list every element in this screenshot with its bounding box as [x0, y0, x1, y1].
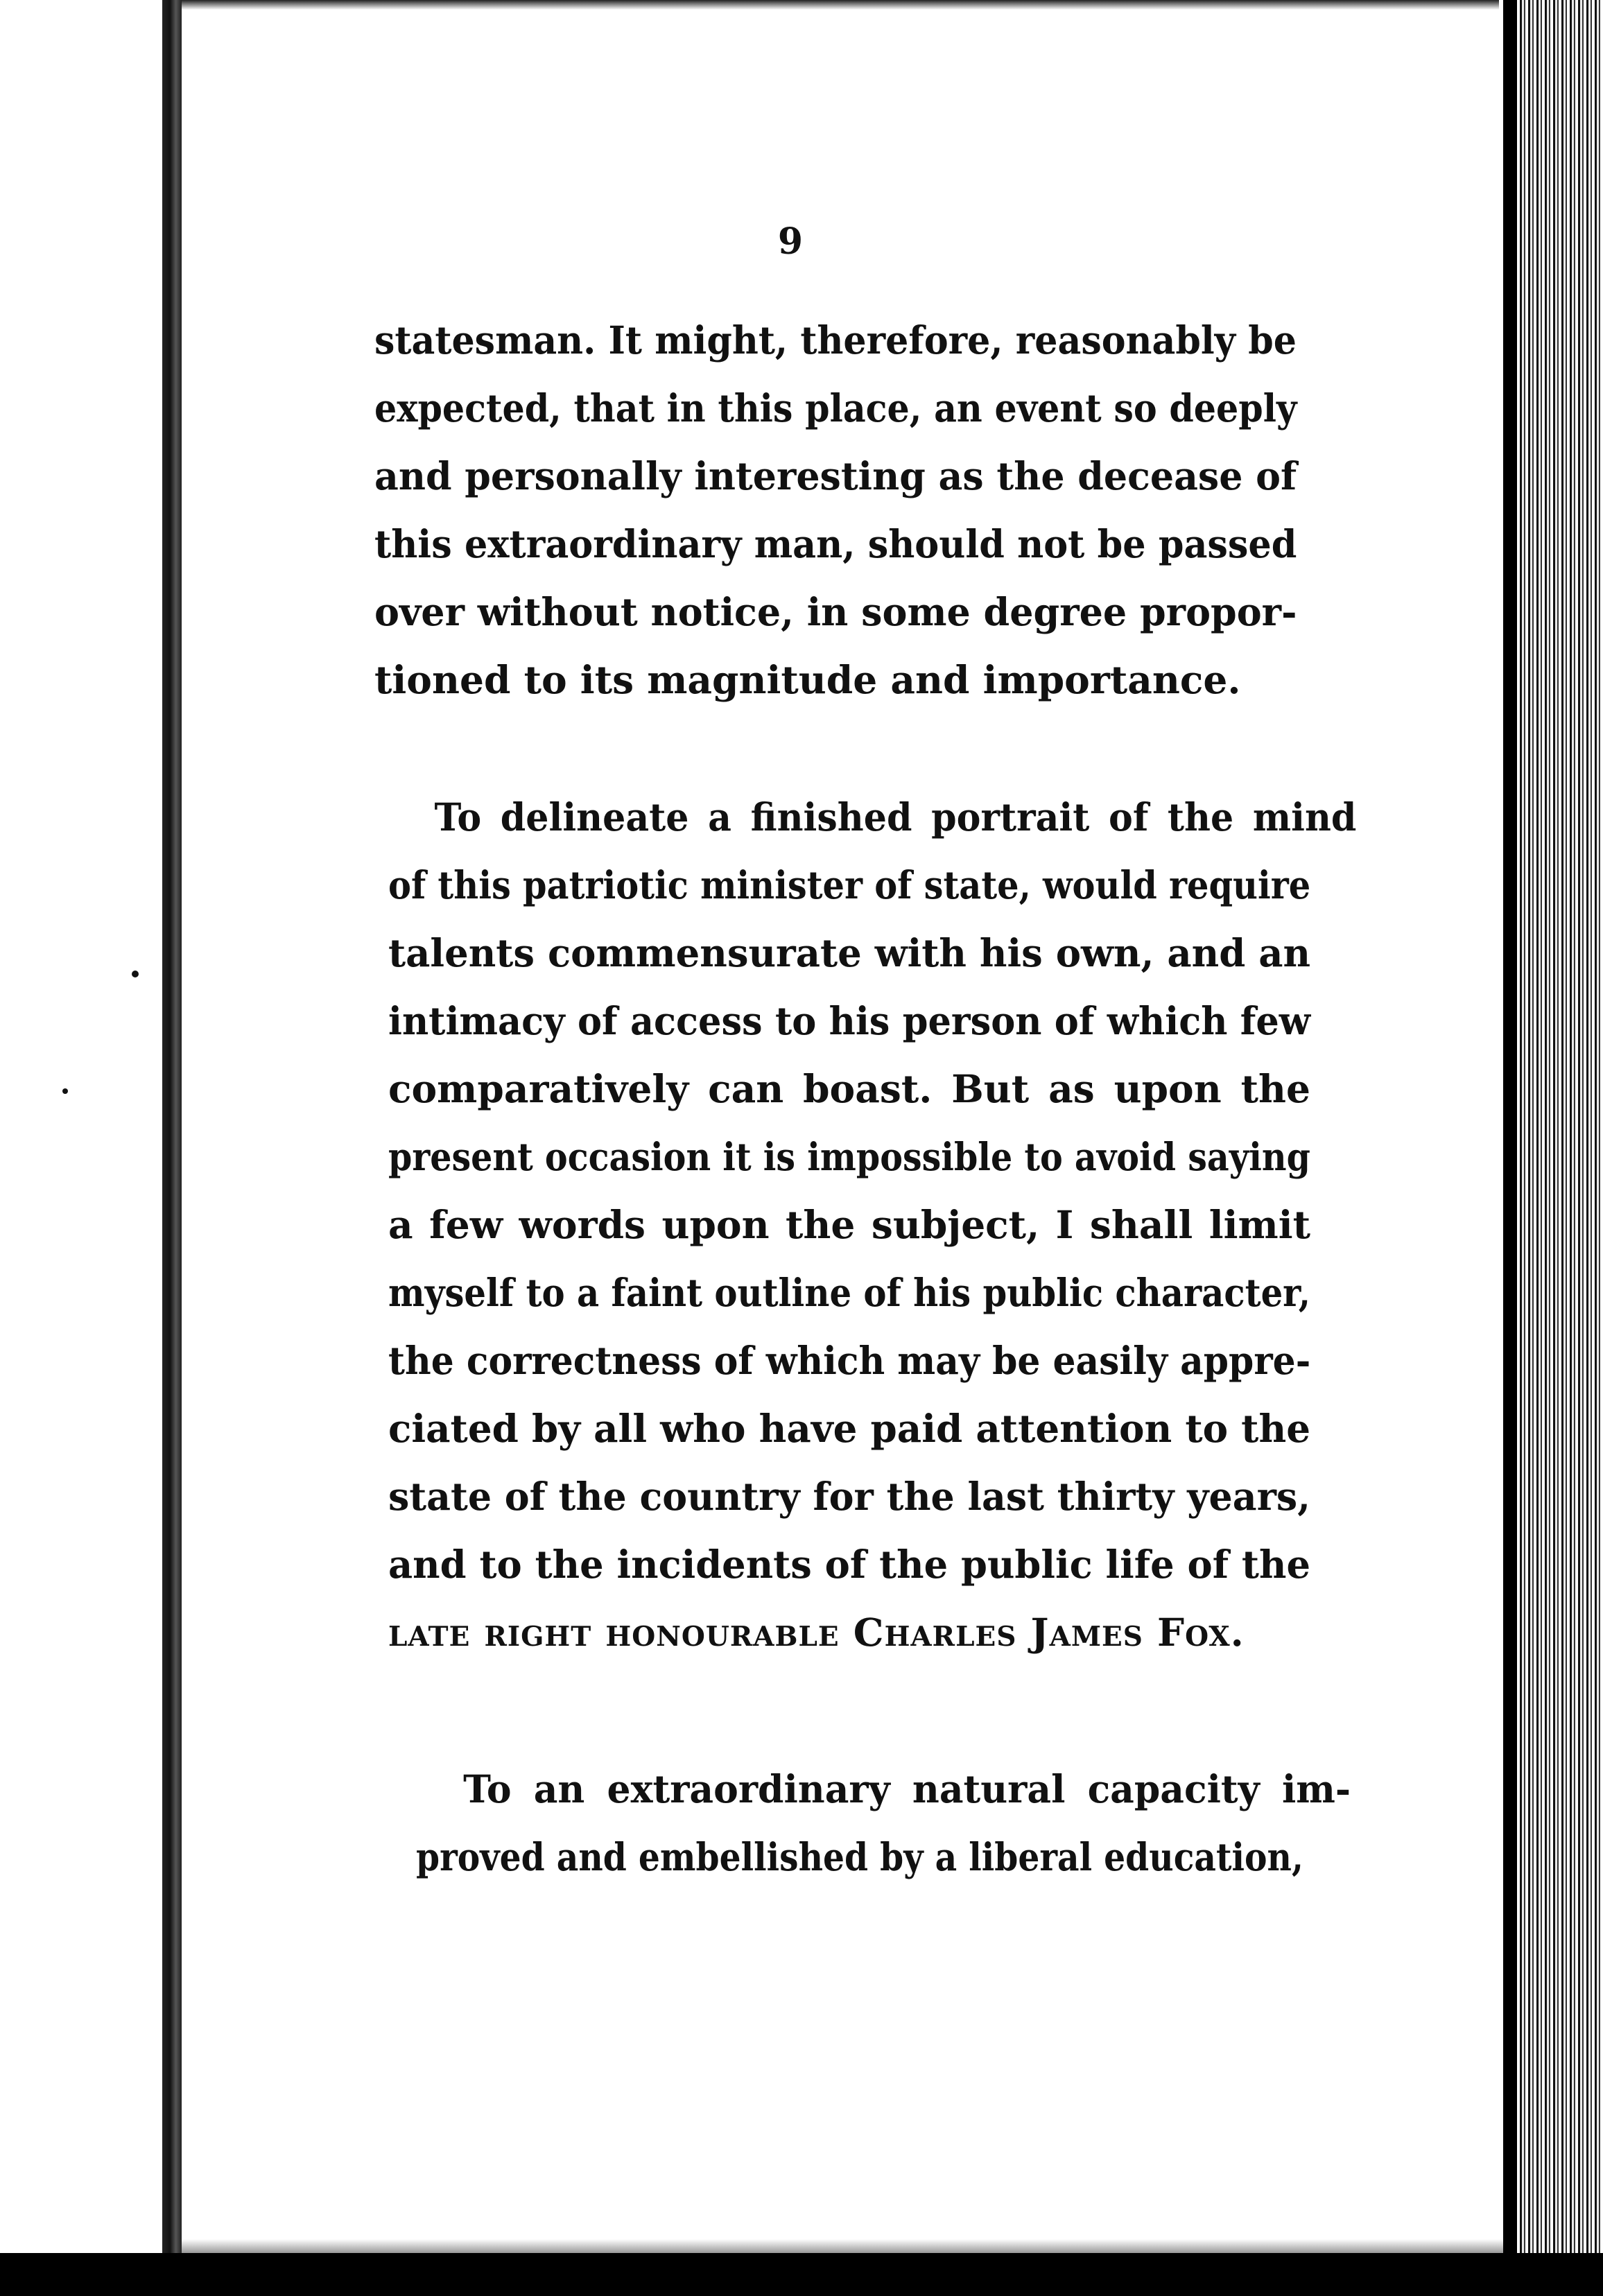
text-line: myself to a faint outline of his public character,: [388, 1270, 1311, 1315]
text-line: state of the country for the last thirty years,: [388, 1474, 1310, 1519]
page-top-shadow: [182, 0, 1499, 10]
text-line: this extraordinary man, should not be passed: [374, 521, 1297, 566]
facing-page-edge: [0, 0, 159, 2253]
text-line: present occasion it is impossible to avoid saying: [388, 1134, 1310, 1179]
text-line: over without notice, in some degree propor-: [374, 589, 1297, 634]
text-line: proved and embellished by a liberal education,: [416, 1834, 1303, 1879]
scan-bottom-border: [0, 2253, 1603, 2296]
text-line: statesman. It might, therefore, reasonably be: [374, 318, 1297, 363]
paragraph: [374, 306, 1297, 714]
paragraph: [416, 1755, 1351, 1891]
text-line: To delineate a finished portrait of the mind: [434, 794, 1357, 840]
text-line: tioned to its magnitude and importance.: [374, 657, 1241, 702]
text-line: To an extraordinary natural capacity im-: [463, 1766, 1351, 1811]
page-fore-edge: [1503, 0, 1603, 2296]
paragraph: [388, 783, 1357, 1667]
text-line: talents commensurate with his own, and an: [388, 930, 1311, 975]
text-line: comparatively can boast. But as upon the: [388, 1066, 1310, 1111]
page-bottom-edge: [182, 2239, 1503, 2253]
text-line: expected, that in this place, an event so deeply: [374, 385, 1297, 430]
text-line: a few words upon the subject, I shall limit: [388, 1202, 1310, 1247]
text-line: of this patriotic minister of state, would require: [388, 862, 1311, 907]
page-fore-edge-shadow: [1503, 0, 1517, 2296]
page-number: 9: [777, 220, 804, 263]
gutter-speck: [62, 1088, 68, 1094]
text-line: intimacy of access to his person of which few: [388, 998, 1311, 1043]
text-line: late right honourable Charles James Fox.: [388, 1610, 1245, 1655]
text-line: and to the incidents of the public life of the: [388, 1542, 1310, 1587]
text-line: and personally interesting as the decease of: [374, 453, 1297, 498]
gutter-speck: [132, 971, 139, 977]
book-spine-gutter: [162, 0, 182, 2267]
text-line: the correctness of which may be easily appre-: [388, 1338, 1311, 1383]
text-line: ciated by all who have paid attention to the: [388, 1406, 1311, 1451]
